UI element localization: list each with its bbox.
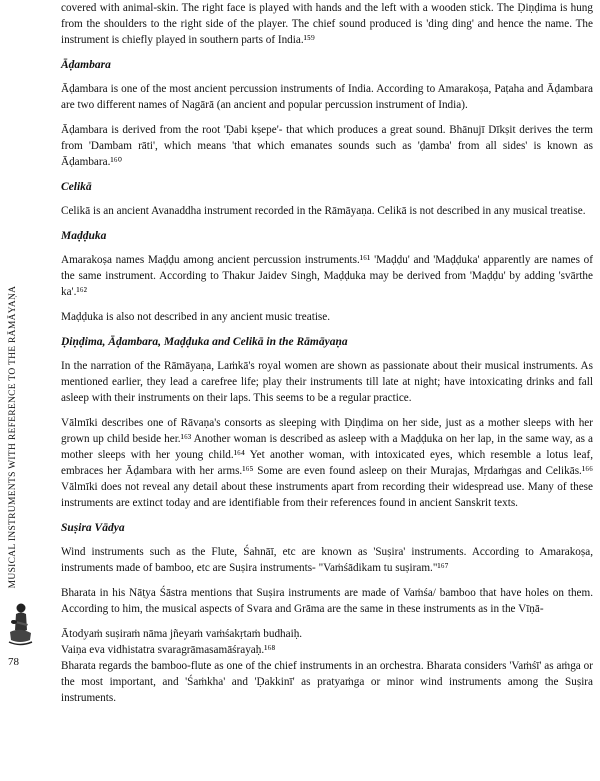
- page-number: 78: [8, 656, 19, 668]
- page-body: [61, 0, 593, 715]
- paragraph: In the narration of the Rāmāyaṇa, Laṁkā's royal women are shown as passionate about their musical instruments. As mentioned earlier, they lead a carefree life; play their instruments till late at night; have intoxicating drinks and fall asleep with their instruments on their laps. This seems to be a regular practice.: [61, 360, 593, 404]
- paragraph: Āḍambara is one of the most ancient percussion instruments of India. According to Amarakoṣa, Paṭaha and Āḍambara are two different names of Nagārā (an ancient and popular percussion instrument of India).: [61, 83, 593, 111]
- section-heading: Celikā: [61, 181, 92, 193]
- seated-musician-icon: [6, 600, 34, 648]
- section-heading: Suṣira Vādya: [61, 522, 125, 534]
- section-heading: Maḍḍuka: [61, 230, 107, 242]
- paragraph: covered with animal-skin. The right face is played with hands and the left with a wooden stick. The Ḍiṇḍima is hung from the shoulders to the right side of the player. The chief sound produced is 'ding ding' and hence the name. The instrument is chiefly played in southern parts of India.¹⁵⁹: [61, 2, 593, 46]
- section-heading: Ḍiṇḍima, Āḍambara, Maḍḍuka and Celikā in the Rāmāyaṇa: [61, 336, 348, 348]
- paragraph: Amarakoṣa names Maḍḍu among ancient percussion instruments.¹⁶¹ 'Maḍḍu' and 'Maḍḍuka' apparently are names of the same instrument. According to Thakur Jaidev Singh, Maḍḍuka may be derived from 'Maḍḍu' by adding 'svārthe ka'.¹⁶²: [61, 254, 593, 298]
- paragraph: Wind instruments such as the Flute, Śahnāī, etc are known as 'Suṣira' instruments. According to Amarakoṣa, instruments made of bamboo, etc are Suṣira instruments- "Vaṁśādikam tu suṣiram."¹⁶⁷: [61, 546, 593, 574]
- paragraph: Vālmīki describes one of Rāvaṇa's consorts as sleeping with Ḍiṇḍima on her side, just as a mother sleeps with her grown up child beside her.¹⁶³ Another woman is described as asleep with a Maḍḍuka on her lap, in the same way, as a mother sleeps with her young child.¹⁶⁴ Yet another woman, with intoxicated eyes, which resemble a lotus leaf, embraces her Āḍambara with her arms.¹⁶⁵ Some are even found asleep on their Murajas, Mṛdaṁgas and Celikās.¹⁶⁶ Vālmīki does not reveal any detail about these instruments apart from recording their widespread use. Many of these instruments are extinct today and are identifiable from their references found in ancient Sanskrit texts.: [61, 417, 593, 509]
- paragraph: Celikā is an ancient Avanaddha instrument recorded in the Rāmāyaṇa. Celikā is not described in any musical treatise.: [61, 205, 586, 217]
- paragraph: Bharata in his Nāṭya Śāstra mentions that Suṣira instruments are made of Vaṁśa/ bamboo that have holes on them. According to him, the musical aspects of Svara and Grāma are the same in these instruments as in the Vīṇā-: [61, 587, 593, 615]
- paragraph: Āḍambara is derived from the root 'Ḍabi kṣepe'- that which produces a great sound. Bhānujī Dīkṣit derives the term from 'Dambam rāti', which means 'that which emanates sounds such as 'ḍamba' from all sides' is known as Āḍambara.¹⁶⁰: [61, 124, 593, 168]
- running-title: MUSICAL INSTRUMENTS WITH REFERENCE TO THE RĀMĀYAṆA: [8, 285, 18, 589]
- paragraph: Maḍḍuka is also not described in any ancient music treatise.: [61, 311, 331, 323]
- paragraph: Bharata regards the bamboo-flute as one of the chief instruments in an orchestra. Bharata considers 'Vaṁśī' as aṁga or the most important, and 'Śaṁkha' and 'Ḍakkinī' as pratyaṁga or minor wind instruments among the Suṣira instruments.: [61, 660, 593, 704]
- section-heading: Āḍambara: [61, 59, 111, 71]
- sanskrit-verse: Ātodyaṁ suṣiraṁ nāma jñeyaṁ vaṁśakṛtaṁ budhaiḥ. Vaiṇa eva vidhistatra svaragrāmasamāśrayaḥ.¹⁶⁸: [61, 628, 303, 656]
